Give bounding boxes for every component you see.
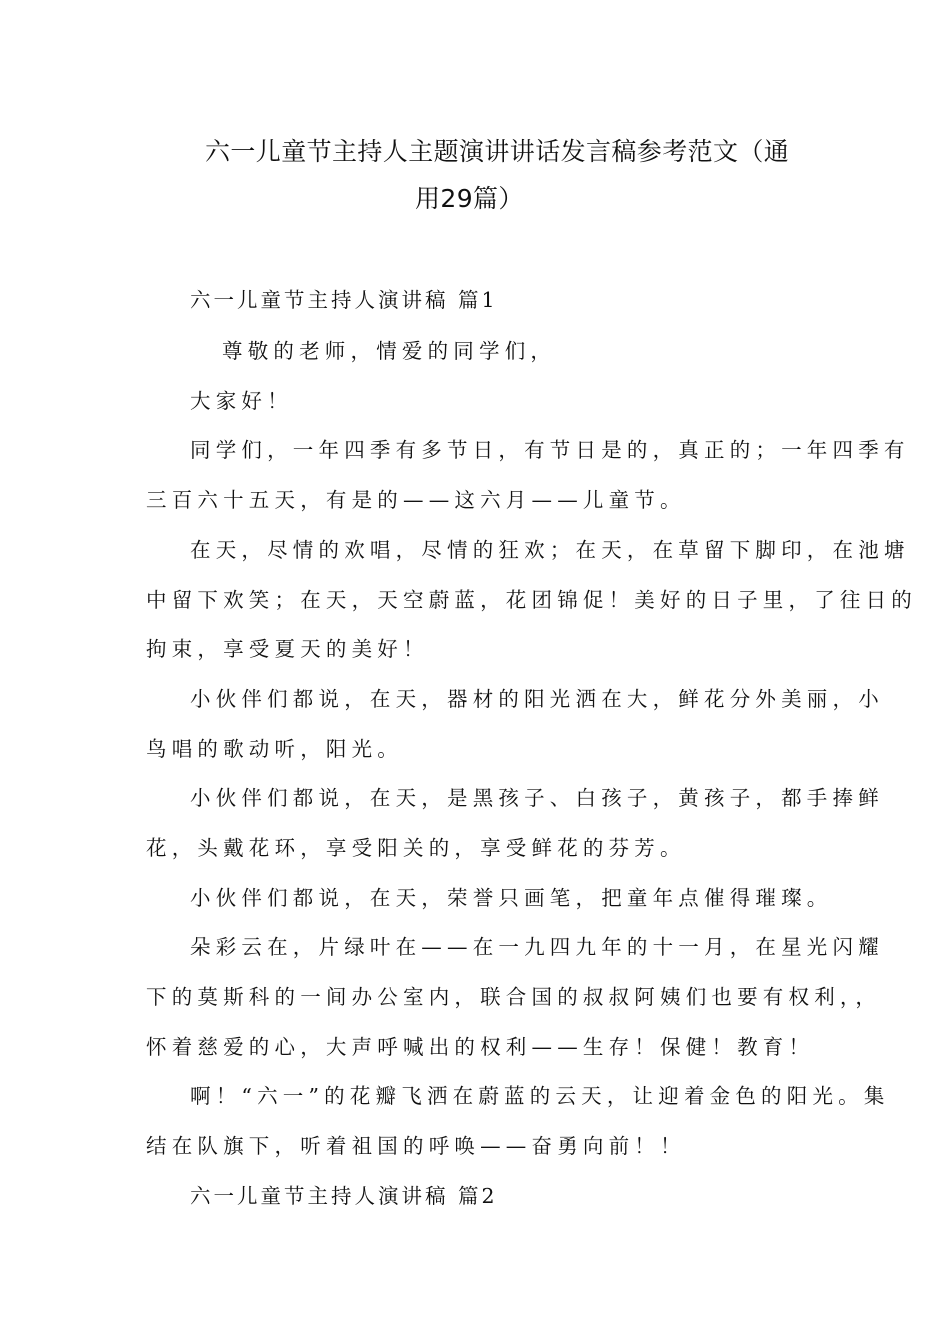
document-title-line-2: 用29篇） [415, 184, 524, 213]
paragraph-line: 同学们，一年四季有多节日，有节日是的，真正的；一年四季有 [190, 438, 910, 462]
section-heading-2: 六一儿童节主持人演讲稿 篇2 [190, 1184, 498, 1208]
paragraph-line: 鸟唱的歌动听，阳光。 [146, 737, 403, 761]
greeting: 大家好！ [190, 389, 293, 413]
paragraph-line: 中留下欢笑；在天，天空蔚蓝，花团锦促！美好的日子里，了往日的 [146, 588, 917, 612]
paragraph-line: 啊！“六一”的花瓣飞洒在蔚蓝的云天，让迎着金色的阳光。集 [190, 1084, 890, 1108]
salutation: 尊敬的老师，情爱的同学们， [222, 339, 557, 363]
section-heading-1: 六一儿童节主持人演讲稿 篇1 [190, 288, 498, 312]
paragraph-line: 小伙伴们都说，在天，器材的阳光洒在大，鲜花分外美丽，小 [190, 687, 884, 711]
paragraph-line: 怀着慈爱的心，大声呼喊出的权利——生存！保健！教育！ [146, 1035, 815, 1059]
paragraph-line: 在天，尽情的欢唱，尽情的狂欢；在天，在草留下脚印，在池塘 [190, 538, 910, 562]
paragraph-line: 结在队旗下，听着祖国的呼唤——奋勇向前！！ [146, 1134, 686, 1158]
paragraph-line: 三百六十五天，有是的——这六月——儿童节。 [146, 488, 686, 512]
paragraph-line: 花，头戴花环，享受阳关的，享受鲜花的芬芳。 [146, 836, 686, 860]
paragraph-line: 下的莫斯科的一间办公室内，联合国的叔叔阿姨们也要有权利，， [146, 985, 882, 1009]
paragraph-line: 小伙伴们都说，在天，荣誉只画笔，把童年点催得璀璨。 [190, 886, 833, 910]
paragraph-line: 朵彩云在，片绿叶在——在一九四九年的十一月，在星光闪耀 [190, 935, 884, 959]
document-title-line-1: 六一儿童节主持人主题演讲讲话发言稿参考范文（通 [205, 137, 790, 166]
paragraph-line: 小伙伴们都说，在天，是黑孩子、白孩子，黄孩子，都手捧鲜 [190, 786, 884, 810]
paragraph-line: 拘束，享受夏天的美好！ [146, 637, 429, 661]
